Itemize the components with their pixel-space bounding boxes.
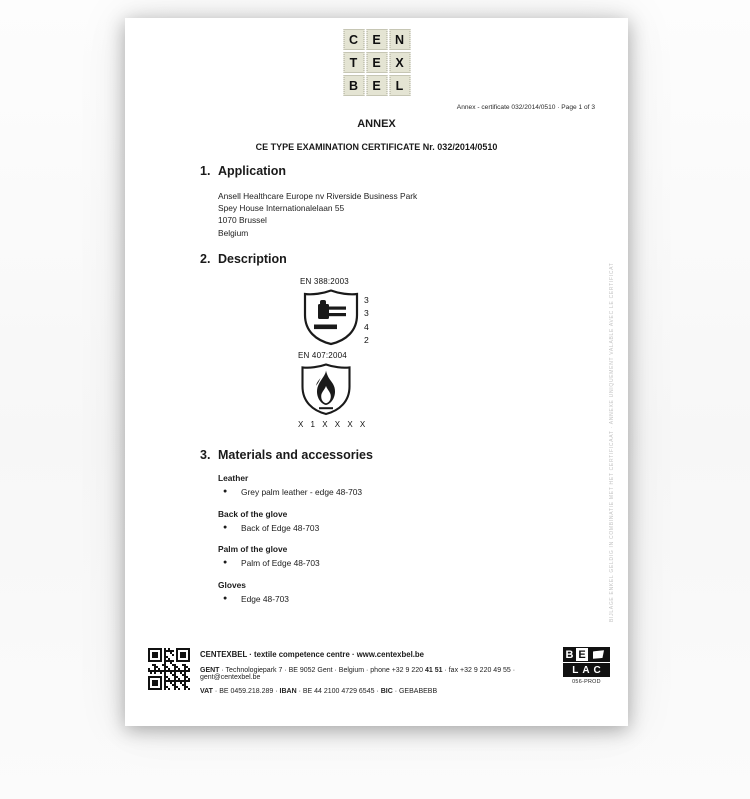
logo-stamp-letter: C — [343, 29, 364, 50]
en388-rating-value: 3 — [364, 308, 369, 319]
en388-pictogram — [300, 277, 400, 346]
materials-list — [218, 472, 362, 614]
flag-shape — [593, 649, 604, 661]
en407-rating-line: X 1 X X X X — [298, 420, 368, 429]
material-group — [218, 543, 362, 570]
belac-logo-top-row — [563, 647, 610, 662]
material-group — [218, 508, 362, 535]
bullet-icon: ● — [223, 559, 228, 566]
certificate-title: CE TYPE EXAMINATION CERTIFICATE Nr. 032/2014/0510 — [255, 142, 498, 152]
footer-iban-label: IBAN — [279, 688, 297, 695]
belac-letter-b: B — [563, 647, 576, 662]
material-group — [218, 579, 362, 606]
en407-shield-flame-icon — [298, 362, 354, 417]
logo-stamp-letter: L — [389, 75, 410, 96]
footer-contact-block — [200, 650, 568, 703]
material-item-text: Palm of Edge 48-703 — [241, 558, 320, 568]
footer-gent-line — [200, 667, 568, 681]
qr-code — [148, 648, 190, 690]
material-item — [218, 521, 362, 535]
footer-gent-label: GENT — [200, 666, 220, 674]
footer-phone-bold: 41 51 — [424, 666, 443, 674]
footer-vat-label: VAT — [200, 688, 213, 695]
section-number: 1. — [200, 164, 211, 178]
en388-rating-value: 3 — [364, 295, 369, 305]
material-item-text: Edge 48-703 — [241, 593, 289, 604]
belac-letter-e: E — [576, 647, 589, 662]
side-disclaimer-text: BIJLAGE ENKEL GELDIG IN COMBINATIE MET HET CERTIFICAAT · ANNEXE UNIQUEMENT VALABLE AVEC LE CERTIFICAT — [609, 262, 615, 622]
footer-gent-address: · Technologiepark 7 · BE 9052 Gent · Belgium · phone +32 9 220 — [219, 666, 425, 674]
footer-bic-label: BIC — [380, 688, 393, 695]
bullet-icon: ● — [223, 594, 228, 602]
address-line: Belgium — [218, 227, 249, 238]
logo-stamp-letter: T — [343, 52, 364, 73]
belac-accreditation-logo — [563, 647, 610, 685]
material-group — [218, 472, 362, 499]
section-label: Materials and accessories — [218, 448, 373, 462]
section-heading-description — [200, 252, 287, 266]
material-item-text: Grey palm leather - edge 48-703 — [241, 487, 363, 497]
section-number: 2. — [200, 252, 211, 266]
material-group-label: Leather — [218, 473, 249, 483]
belac-caption: 056-PROD — [572, 678, 601, 685]
material-item — [218, 592, 362, 606]
bullet-icon: ● — [223, 523, 228, 531]
en388-standard-label: EN 388:2003 — [300, 277, 349, 286]
material-item — [218, 485, 362, 499]
en388-rating-value: 4 — [364, 321, 369, 332]
logo-stamp-letter: X — [389, 52, 410, 73]
applicant-address — [218, 190, 417, 239]
en388-shield-hammer-icon — [300, 288, 362, 346]
material-group-label: Palm of the glove — [218, 544, 288, 554]
material-item — [218, 556, 362, 570]
section-number: 3. — [200, 448, 211, 462]
section-heading-materials — [200, 448, 373, 462]
address-line: Spey House Internationalelaan 55 — [218, 203, 345, 214]
address-line: Ansell Healthcare Europe nv Riverside Business Park — [218, 191, 418, 201]
material-group-label: Gloves — [218, 579, 246, 590]
belac-letters-lac: LAC — [563, 663, 610, 677]
certificate-page — [125, 18, 628, 726]
en388-ratings — [364, 294, 369, 348]
logo-stamp-letter: N — [389, 29, 410, 50]
en407-standard-label: EN 407:2004 — [298, 351, 347, 360]
page-title: ANNEX — [357, 118, 396, 130]
centexbel-stamp-logo — [343, 29, 410, 96]
en388-rating-value: 2 — [364, 335, 369, 346]
footer-bic-value: · GEBABEBB — [392, 688, 438, 695]
address-line: 1070 Brussel — [218, 215, 267, 226]
section-heading-application — [200, 164, 286, 178]
section-label: Application — [218, 164, 287, 178]
material-group-label: Back of the glove — [218, 508, 288, 519]
footer-gent-tail: · fax +32 9 220 49 55 · gent@centexbel.be — [200, 666, 516, 681]
footer-bank-line — [200, 688, 568, 695]
logo-stamp-letter: E — [366, 75, 387, 96]
bullet-icon: ● — [223, 488, 228, 495]
section-label: Description — [218, 252, 287, 266]
en407-pictogram — [298, 351, 368, 429]
footer-vat-value: · BE 0459.218.289 · — [212, 688, 280, 695]
belac-flag-icon — [589, 647, 610, 662]
material-item-text: Back of Edge 48-703 — [241, 522, 320, 533]
logo-stamp-letter: B — [343, 75, 364, 96]
footer-iban-value: · BE 44 2100 4729 6545 · — [296, 688, 381, 695]
logo-stamp-letter: E — [366, 52, 387, 73]
logo-stamp-letter: E — [366, 29, 387, 50]
footer-org-line: CENTEXBEL · textile competence centre · www.centexbel.be — [200, 650, 425, 659]
annex-reference: Annex - certificate 032/2014/0510 · Page 1 of 3 — [456, 104, 595, 111]
